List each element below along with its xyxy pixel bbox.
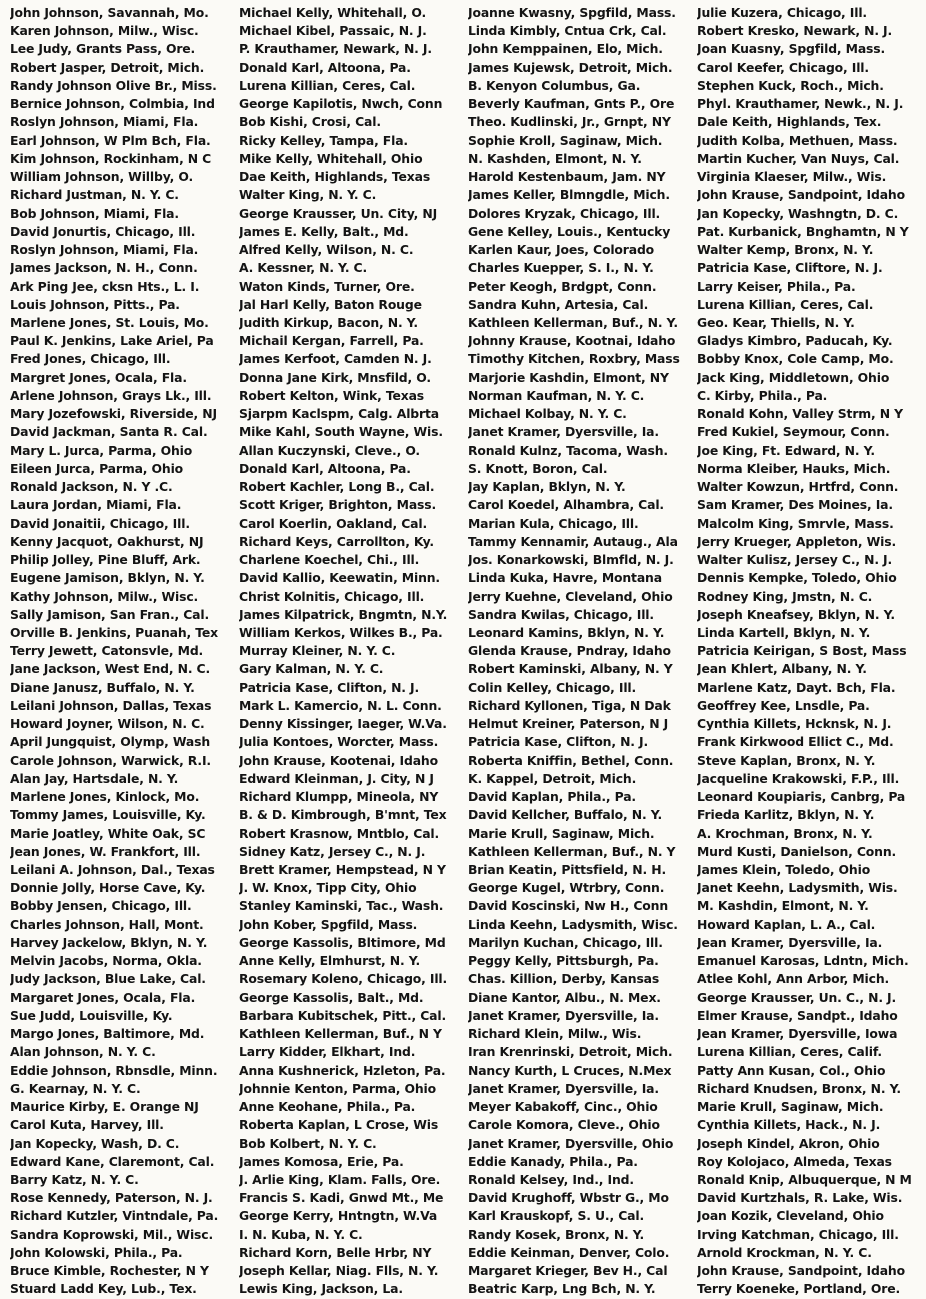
list-item: Kathleen Kellerman, Buf., N. Y bbox=[468, 843, 676, 859]
list-item: Rosemary Koleno, Chicago, Ill. bbox=[239, 971, 448, 987]
list-item: Bob Johnson, Miami, Fla. bbox=[10, 205, 179, 221]
list-item: Emanuel Karosas, Ldntn, Mich. bbox=[697, 953, 909, 969]
list-item: J. W. Knox, Tipp City, Ohio bbox=[239, 880, 417, 896]
list-item: Beverly Kaufman, Gnts P., Ore bbox=[468, 96, 675, 112]
list-item: Jacqueline Krakowski, F.P., Ill. bbox=[697, 770, 900, 786]
list-item: Margaret Krieger, Bev H., Cal bbox=[468, 1263, 668, 1279]
list-item: Earl Johnson, W Plm Bch, Fla. bbox=[10, 132, 211, 148]
list-item: Geoffrey Kee, Lnsdle, Pa. bbox=[697, 697, 870, 713]
list-item: Linda Kartell, Bklyn, N. Y. bbox=[697, 624, 871, 640]
list-item: Mike Kahl, South Wayne, Wis. bbox=[239, 424, 443, 440]
list-item: Nancy Kurth, L Cruces, N.Mex bbox=[468, 1062, 672, 1078]
list-item: Robert Kachler, Long B., Cal. bbox=[239, 479, 435, 495]
list-item: Leonard Kamins, Bklyn, N. Y. bbox=[468, 624, 665, 640]
list-item: Patricia Kase, Clifton, N. J. bbox=[468, 734, 649, 750]
list-item: Marie Krull, Saginaw, Mich. bbox=[697, 1099, 884, 1115]
list-item: Geo. Kear, Thiells, N. Y. bbox=[697, 314, 855, 330]
list-item: Marlene Jones, Kinlock, Mo. bbox=[10, 789, 200, 805]
list-item: Bernice Johnson, Colmbia, Ind bbox=[10, 96, 215, 112]
list-item: Kim Johnson, Rockinham, N C bbox=[10, 150, 212, 166]
list-item: Ronald Kulnz, Tacoma, Wash. bbox=[468, 442, 668, 458]
list-item: Ronald Kelsey, Ind., Ind. bbox=[468, 1172, 634, 1187]
list-item: Carol Kuta, Harvey, Ill. bbox=[10, 1117, 164, 1133]
column-1 bbox=[10, 4, 231, 1299]
list-item: Janet Kramer, Dyersville, Ia. bbox=[468, 1007, 659, 1023]
list-item: Robert Kaminski, Albany, N. Y bbox=[468, 661, 673, 677]
list-item: M. Kashdin, Elmont, N. Y. bbox=[697, 898, 869, 914]
list-item: Norma Kleiber, Hauks, Mich. bbox=[697, 460, 891, 476]
list-item: Robert Kresko, Newark, N. J. bbox=[697, 23, 893, 39]
list-item: Christ Kolnitis, Chicago, Ill. bbox=[239, 588, 425, 604]
list-item: Edward Kane, Claremont, Cal. bbox=[10, 1153, 215, 1169]
list-item: N. Kashden, Elmont, N. Y. bbox=[468, 150, 642, 166]
list-item: Alan Jay, Hartsdale, N. Y. bbox=[10, 770, 179, 786]
list-item: Eddie Kanady, Phila., Pa. bbox=[468, 1153, 638, 1169]
list-item: Jan Kopecky, Washngtn, D. C. bbox=[697, 205, 899, 221]
list-item: S. Knott, Boron, Cal. bbox=[468, 460, 608, 476]
list-item: Joanne Kwasny, Spgfild, Mass. bbox=[468, 5, 676, 20]
list-item: David Kaplan, Phila., Pa. bbox=[468, 789, 636, 805]
list-item: Joseph Kneafsey, Bklyn, N. Y. bbox=[697, 606, 895, 622]
list-item: Howard Joyner, Wilson, N. C. bbox=[10, 716, 205, 732]
list-item: Sandra Kuhn, Artesia, Cal. bbox=[468, 296, 649, 312]
list-item: Mary L. Jurca, Parma, Ohio bbox=[10, 442, 193, 458]
list-item: Leonard Koupiaris, Canbrg, Pa bbox=[697, 789, 906, 805]
list-item: Jean Khlert, Albany, N. Y. bbox=[697, 661, 867, 677]
list-item: Irving Katchman, Chicago, Ill. bbox=[697, 1226, 899, 1242]
list-item: Patty Ann Kusan, Col., Ohio bbox=[697, 1062, 886, 1078]
list-item: Randy Johnson Olive Br., Miss. bbox=[10, 77, 217, 93]
list-item: Margaret Jones, Ocala, Fla. bbox=[10, 989, 196, 1005]
list-item: Jerry Krueger, Appleton, Wis. bbox=[697, 533, 897, 549]
list-item: Gladys Kimbro, Paducah, Ky. bbox=[697, 333, 893, 349]
list-item: A. Kessner, N. Y. C. bbox=[239, 260, 368, 276]
list-item: James E. Kelly, Balt., Md. bbox=[239, 223, 409, 239]
list-item: Marilyn Kuchan, Chicago, Ill. bbox=[468, 934, 663, 950]
list-item: Ricky Kelley, Tampa, Fla. bbox=[239, 132, 408, 148]
list-item: Patricia Kase, Cliftore, N. J. bbox=[697, 260, 883, 276]
list-item: Ronald Kohn, Valley Strm, N Y bbox=[697, 406, 903, 422]
list-item: Linda Kimbly, Cntua Crk, Cal. bbox=[468, 23, 667, 39]
list-item: Joseph Kindel, Akron, Ohio bbox=[697, 1135, 880, 1151]
list-item: Frieda Karlitz, Bklyn, N. Y. bbox=[697, 807, 875, 823]
list-item: Steve Kaplan, Bronx, N. Y. bbox=[697, 752, 876, 768]
list-item: Jean Kramer, Dyersville, Iowa bbox=[697, 1026, 898, 1042]
list-item: Norman Kaufman, N. Y. C. bbox=[468, 387, 645, 403]
list-item: John Kober, Spgfild, Mass. bbox=[239, 916, 418, 932]
list-item: James Komosa, Erie, Pa. bbox=[239, 1153, 404, 1169]
list-item: Sue Judd, Louisville, Ky. bbox=[10, 1007, 173, 1023]
list-item: Mike Kelly, Whitehall, Ohio bbox=[239, 150, 423, 166]
list-item: Philip Jolley, Pine Bluff, Ark. bbox=[10, 552, 201, 568]
list-item: Beatric Karp, Lng Bch, N. Y. bbox=[468, 1281, 656, 1297]
list-item: Carole Johnson, Warwick, R.I. bbox=[10, 752, 211, 768]
list-item: Janet Kramer, Dyersville, Ohio bbox=[468, 1135, 674, 1151]
list-item: Terry Koeneke, Portland, Ore. bbox=[697, 1281, 901, 1297]
list-item: Roberta Kniffin, Bethel, Conn. bbox=[468, 752, 674, 768]
list-item: Kenny Jacquot, Oakhurst, NJ bbox=[10, 533, 204, 549]
list-item: Richard Keys, Carrollton, Ky. bbox=[239, 533, 434, 549]
list-item: Michael Kolbay, N. Y. C. bbox=[468, 406, 627, 422]
list-item: Lurena Killian, Ceres, Calif. bbox=[697, 1044, 882, 1060]
list-item: April Jungquist, Olymp, Wash bbox=[10, 734, 210, 750]
list-item: Jan Kopecky, Wash, D. C. bbox=[10, 1135, 180, 1151]
list-item: Peter Keogh, Brdgpt, Conn. bbox=[468, 278, 657, 294]
list-item: John Krause, Sandpoint, Idaho bbox=[697, 1263, 905, 1279]
list-item: Murray Kleiner, N. Y. C. bbox=[239, 643, 396, 659]
list-item: Diane Kantor, Albu., N. Mex. bbox=[468, 989, 661, 1005]
list-item: Walter Kowzun, Hrtfrd, Conn. bbox=[697, 479, 899, 495]
list-item: Donna Jane Kirk, Mnsfild, O. bbox=[239, 369, 431, 385]
list-item: Atlee Kohl, Ann Arbor, Mich. bbox=[697, 971, 890, 987]
list-item: Tammy Kennamir, Autaug., Ala bbox=[468, 533, 678, 549]
list-item: Sjarpm Kaclspm, Calg. Albrta bbox=[239, 406, 439, 422]
list-item: George Krausser, Un. C., N. J. bbox=[697, 989, 897, 1005]
list-item: Patricia Keirigan, S Bost, Mass bbox=[697, 643, 907, 659]
list-item: Lee Judy, Grants Pass, Ore. bbox=[10, 41, 196, 57]
list-item: Eileen Jurca, Parma, Ohio bbox=[10, 460, 184, 476]
list-item: Robert Krasnow, Mntblo, Cal. bbox=[239, 825, 440, 841]
list-item: B. Kenyon Columbus, Ga. bbox=[468, 77, 641, 93]
list-item: Walter Kemp, Bronx, N. Y. bbox=[697, 242, 874, 258]
list-item: Margo Jones, Baltimore, Md. bbox=[10, 1026, 205, 1042]
list-item: Marjorie Kashdin, Elmont, NY bbox=[468, 369, 669, 385]
list-item: David Jonurtis, Chicago, Ill. bbox=[10, 223, 196, 239]
list-item: Joan Kuasny, Spgfild, Mass. bbox=[697, 41, 886, 57]
list-item: Cynthia Killets, Hcknsk, N. J. bbox=[697, 716, 892, 732]
list-item: P. Krauthamer, Newark, N. J. bbox=[239, 41, 432, 57]
list-item: Tommy James, Louisville, Ky. bbox=[10, 807, 206, 823]
list-item: Jos. Konarkowski, Blmfld, N. J. bbox=[468, 552, 674, 568]
list-item: Brett Kramer, Hempstead, N Y bbox=[239, 862, 446, 878]
list-item: Barry Katz, N. Y. C. bbox=[10, 1172, 139, 1187]
list-item: Jean Jones, W. Frankfort, Ill. bbox=[10, 843, 201, 859]
list-item: David Koscinski, Nw H., Conn bbox=[468, 898, 668, 914]
list-item: Glenda Krause, Pndray, Idaho bbox=[468, 643, 671, 659]
list-item: Marie Krull, Saginaw, Mich. bbox=[468, 825, 655, 841]
list-item: Lurena Killian, Ceres, Cal. bbox=[697, 296, 874, 312]
list-item: Laura Jordan, Miami, Fla. bbox=[10, 497, 182, 513]
list-item: Malcolm King, Smrvle, Mass. bbox=[697, 515, 894, 531]
list-item: Phyl. Krauthamer, Newk., N. J. bbox=[697, 96, 904, 112]
column-3 bbox=[468, 4, 689, 1299]
list-item: Alfred Kelly, Wilson, N. C. bbox=[239, 242, 414, 258]
list-item: James Klein, Toledo, Ohio bbox=[697, 862, 871, 878]
list-item: Linda Keehn, Ladysmith, Wisc. bbox=[468, 916, 678, 932]
list-item: Orville B. Jenkins, Puanah, Tex bbox=[10, 624, 219, 640]
list-item: Virginia Klaeser, Milw., Wis. bbox=[697, 169, 887, 185]
list-item: Kathleen Kellerman, Buf., N. Y. bbox=[468, 314, 678, 330]
list-item: Richard Klumpp, Mineola, NY bbox=[239, 789, 439, 805]
list-item: James Keller, Blmngdle, Mich. bbox=[468, 187, 670, 203]
list-item: Kathy Johnson, Milw., Wisc. bbox=[10, 588, 199, 604]
list-item: Michael Kelly, Whitehall, O. bbox=[239, 5, 427, 20]
list-item: Sally Jamison, San Fran., Cal. bbox=[10, 606, 210, 622]
list-item: Melvin Jacobs, Norma, Okla. bbox=[10, 953, 202, 969]
list-item: Bobby Knox, Cole Camp, Mo. bbox=[697, 351, 894, 367]
list-item: Howard Kaplan, L. A., Cal. bbox=[697, 916, 876, 932]
list-item: Allan Kuczynski, Cleve., O. bbox=[239, 442, 420, 458]
list-item: Lewis King, Jackson, La. bbox=[239, 1281, 403, 1297]
list-item: Anne Keohane, Phila., Pa. bbox=[239, 1099, 416, 1115]
list-item: Edward Kleinman, J. City, N J bbox=[239, 770, 434, 786]
list-item: Carole Komora, Cleve., Ohio bbox=[468, 1117, 660, 1133]
list-item: Anna Kushnerick, Hzleton, Pa. bbox=[239, 1062, 446, 1078]
list-item: Eddie Keinman, Denver, Colo. bbox=[468, 1244, 670, 1260]
list-item: Stanley Kaminski, Tac., Wash. bbox=[239, 898, 444, 914]
list-item: Donald Karl, Altoona, Pa. bbox=[239, 59, 411, 75]
list-item: Anne Kelly, Elmhurst, N. Y. bbox=[239, 953, 421, 969]
list-item: Maurice Kirby, E. Orange NJ bbox=[10, 1099, 199, 1115]
list-item: Jack King, Middletown, Ohio bbox=[697, 369, 890, 385]
list-item: Michail Kergan, Farrell, Pa. bbox=[239, 333, 424, 349]
list-item: George Kassolis, Balt., Md. bbox=[239, 989, 424, 1005]
list-item: Larry Kidder, Elkhart, Ind. bbox=[239, 1044, 416, 1060]
list-item: Jay Kaplan, Bklyn, N. Y. bbox=[468, 479, 626, 495]
list-item: B. & D. Kimbrough, B'mnt, Tex bbox=[239, 807, 447, 823]
list-item: Marlene Jones, St. Louis, Mo. bbox=[10, 314, 209, 330]
list-item: John Kolowski, Phila., Pa. bbox=[10, 1244, 183, 1260]
list-item: Richard Klein, Milw., Wis. bbox=[468, 1026, 642, 1042]
list-item: Joe King, Ft. Edward, N. Y. bbox=[697, 442, 875, 458]
list-item: G. Kearnay, N. Y. C. bbox=[10, 1080, 141, 1096]
list-item: Sandra Koprowski, Mil., Wisc. bbox=[10, 1226, 214, 1242]
list-item: Marie Joatley, White Oak, SC bbox=[10, 825, 206, 841]
list-item: Rose Kennedy, Paterson, N. J. bbox=[10, 1190, 213, 1206]
list-item: Richard Kyllonen, Tiga, N Dak bbox=[468, 697, 671, 713]
list-item: A. Krochman, Bronx, N. Y. bbox=[697, 825, 873, 841]
list-item: Karl Krauskopf, S. U., Cal. bbox=[468, 1208, 645, 1224]
list-item: James Kujewsk, Detroit, Mich. bbox=[468, 59, 673, 75]
list-item: Bob Kolbert, N. Y. C. bbox=[239, 1135, 377, 1151]
list-item: Chas. Killion, Derby, Kansas bbox=[468, 971, 660, 987]
list-item: George Kugel, Wtrbry, Conn. bbox=[468, 880, 665, 896]
list-item: Carol Koerlin, Oakland, Cal. bbox=[239, 515, 428, 531]
list-item: Bob Kishi, Crosi, Cal. bbox=[239, 114, 381, 130]
list-item: Dolores Kryzak, Chicago, Ill. bbox=[468, 205, 661, 221]
list-item: C. Kirby, Phila., Pa. bbox=[697, 387, 828, 403]
list-item: Johnny Krause, Kootnai, Idaho bbox=[468, 333, 676, 349]
list-item: Sam Kramer, Des Moines, Ia. bbox=[697, 497, 893, 513]
list-item: Janet Keehn, Ladysmith, Wis. bbox=[697, 880, 898, 896]
list-item: Eugene Jamison, Bklyn, N. Y. bbox=[10, 570, 205, 586]
list-item: Robert Kelton, Wink, Texas bbox=[239, 387, 425, 403]
list-item: John Krause, Kootenai, Idaho bbox=[239, 752, 438, 768]
list-item: Carol Koedel, Alhambra, Cal. bbox=[468, 497, 664, 513]
list-item: Mark L. Kamercio, N. L. Conn. bbox=[239, 697, 442, 713]
list-item: Joseph Kellar, Niag. Flls, N. Y. bbox=[239, 1263, 439, 1279]
list-item: I. N. Kuba, N. Y. C. bbox=[239, 1226, 363, 1242]
list-item: Sophie Kroll, Saginaw, Mich. bbox=[468, 132, 663, 148]
list-item: David Kellcher, Buffalo, N. Y. bbox=[468, 807, 663, 823]
list-item: Patricia Kase, Clifton, N. J. bbox=[239, 679, 420, 695]
list-item: Julie Kuzera, Chicago, Ill. bbox=[697, 5, 867, 20]
list-item: Terry Jewett, Catonsvle, Md. bbox=[10, 643, 204, 659]
list-item: Sandra Kwilas, Chicago, Ill. bbox=[468, 606, 654, 622]
list-item: Charlene Koechel, Chi., Ill. bbox=[239, 552, 420, 568]
list-item: Michael Kibel, Passaic, N. J. bbox=[239, 23, 427, 39]
list-item: Eddie Johnson, Rbnsdle, Minn. bbox=[10, 1062, 218, 1078]
list-item: Frank Kirkwood Ellict C., Md. bbox=[697, 734, 894, 750]
list-item: Helmut Kreiner, Paterson, N J bbox=[468, 716, 669, 732]
list-item: Johnnie Kenton, Parma, Ohio bbox=[239, 1080, 437, 1096]
list-item: James Kerfoot, Camden N. J. bbox=[239, 351, 432, 367]
list-item: Jerry Kuehne, Cleveland, Ohio bbox=[468, 588, 673, 604]
list-item: Ronald Knip, Albuquerque, N M bbox=[697, 1172, 912, 1187]
list-item: Bruce Kimble, Rochester, N Y bbox=[10, 1263, 209, 1279]
list-item: Bobby Jensen, Chicago, Ill. bbox=[10, 898, 192, 914]
list-item: George Kassolis, Bltimore, Md bbox=[239, 934, 446, 950]
list-item: Julia Kontoes, Worcter, Mass. bbox=[239, 734, 439, 750]
list-item: Arlene Johnson, Grays Lk., Ill. bbox=[10, 387, 212, 403]
list-item: Iran Krenrinski, Detroit, Mich. bbox=[468, 1044, 673, 1060]
list-item: Pat. Kurbanick, Bnghamtn, N Y bbox=[697, 223, 909, 239]
list-item: Janet Kramer, Dyersville, Ia. bbox=[468, 424, 659, 440]
list-item: William Kerkos, Wilkes B., Pa. bbox=[239, 624, 443, 640]
list-item: Jane Jackson, West End, N. C. bbox=[10, 661, 211, 677]
list-item: Harold Kestenbaum, Jam. NY bbox=[468, 169, 666, 185]
list-item: Robert Jasper, Detroit, Mich. bbox=[10, 59, 205, 75]
list-item: Dale Keith, Highlands, Tex. bbox=[697, 114, 882, 130]
list-item: Karlen Kaur, Joes, Colorado bbox=[468, 242, 655, 258]
list-item: Leilani Johnson, Dallas, Texas bbox=[10, 697, 212, 713]
list-item: K. Kappel, Detroit, Mich. bbox=[468, 770, 637, 786]
list-item: Joan Kozik, Cleveland, Ohio bbox=[697, 1208, 884, 1224]
list-item: J. Arlie King, Klam. Falls, Ore. bbox=[239, 1172, 441, 1187]
list-item: Marian Kula, Chicago, Ill. bbox=[468, 515, 639, 531]
list-item: Charles Johnson, Hall, Mont. bbox=[10, 916, 204, 932]
list-item: Margret Jones, Ocala, Fla. bbox=[10, 369, 187, 385]
list-item: Timothy Kitchen, Roxbry, Mass bbox=[468, 351, 680, 367]
list-item: Roy Kolojaco, Almeda, Texas bbox=[697, 1153, 892, 1169]
list-item: Roslyn Johnson, Miami, Fla. bbox=[10, 114, 199, 130]
list-item: Colin Kelley, Chicago, Ill. bbox=[468, 679, 637, 695]
list-item: Cynthia Killets, Hack., N. J. bbox=[697, 1117, 881, 1133]
list-item: David Kallio, Keewatin, Minn. bbox=[239, 570, 440, 586]
list-item: Diane Janusz, Buffalo, N. Y. bbox=[10, 679, 195, 695]
list-item: Gary Kalman, N. Y. C. bbox=[239, 661, 384, 677]
list-item: Walter King, N. Y. C. bbox=[239, 187, 377, 203]
list-item: John Johnson, Savannah, Mo. bbox=[10, 5, 209, 20]
list-item: Fred Jones, Chicago, Ill. bbox=[10, 351, 171, 367]
list-item: Jean Kramer, Dyersville, Ia. bbox=[697, 934, 883, 950]
list-item: Stuard Ladd Key, Lub., Tex. bbox=[10, 1281, 197, 1297]
column-4 bbox=[697, 4, 918, 1299]
list-item: Gene Kelley, Louis., Kentucky bbox=[468, 223, 671, 239]
list-item: Randy Kosek, Bronx, N. Y. bbox=[468, 1226, 645, 1242]
list-item: Larry Keiser, Phila., Pa. bbox=[697, 278, 856, 294]
list-item: Roberta Kaplan, L Crose, Wis bbox=[239, 1117, 439, 1133]
list-item: Jal Harl Kelly, Baton Rouge bbox=[239, 296, 422, 312]
list-item: David Jackman, Santa R. Cal. bbox=[10, 424, 208, 440]
list-item: Arnold Krockman, N. Y. C. bbox=[697, 1244, 872, 1260]
list-item: Roslyn Johnson, Miami, Fla. bbox=[10, 242, 199, 258]
list-item: Ronald Jackson, N. Y .C. bbox=[10, 479, 173, 495]
list-item: Scott Kriger, Brighton, Mass. bbox=[239, 497, 437, 513]
list-item: Alan Johnson, N. Y. C. bbox=[10, 1044, 156, 1060]
list-item: John Krause, Sandpoint, Idaho bbox=[697, 187, 905, 203]
list-item: Rodney King, Jmstn, N. C. bbox=[697, 588, 873, 604]
list-item: Lurena Killian, Ceres, Cal. bbox=[239, 77, 416, 93]
list-item: Dae Keith, Highlands, Texas bbox=[239, 169, 431, 185]
list-item: Fred Kukiel, Seymour, Conn. bbox=[697, 424, 890, 440]
list-item: David Kurtzhals, R. Lake, Wis. bbox=[697, 1190, 903, 1206]
list-item: Marlene Katz, Dayt. Bch, Fla. bbox=[697, 679, 896, 695]
list-item: Karen Johnson, Milw., Wisc. bbox=[10, 23, 199, 39]
list-item: Linda Kuka, Havre, Montana bbox=[468, 570, 662, 586]
list-item: Judith Kirkup, Bacon, N. Y. bbox=[239, 314, 418, 330]
list-item: Leilani A. Johnson, Dal., Texas bbox=[10, 862, 215, 878]
list-item: John Kemppainen, Elo, Mich. bbox=[468, 41, 663, 57]
list-item: Murd Kusti, Danielson, Conn. bbox=[697, 843, 897, 859]
list-item: Paul K. Jenkins, Lake Ariel, Pa bbox=[10, 333, 214, 349]
list-item: Richard Justman, N. Y. C. bbox=[10, 187, 179, 203]
list-item: Louis Johnson, Pitts., Pa. bbox=[10, 296, 180, 312]
list-item: George Krausser, Un. City, NJ bbox=[239, 205, 438, 221]
list-item: Mary Jozefowski, Riverside, NJ bbox=[10, 406, 217, 422]
list-item: James Kilpatrick, Bngmtn, N.Y. bbox=[239, 606, 448, 622]
list-item: Peggy Kelly, Pittsburgh, Pa. bbox=[468, 953, 659, 969]
list-item: Richard Korn, Belle Hrbr, NY bbox=[239, 1244, 432, 1260]
list-item: Stephen Kuck, Roch., Mich. bbox=[697, 77, 884, 93]
list-item: Janet Kramer, Dyersville, Ia. bbox=[468, 1080, 659, 1096]
column-2 bbox=[239, 4, 460, 1299]
list-item: Dennis Kempke, Toledo, Ohio bbox=[697, 570, 897, 586]
list-item: James Jackson, N. H., Conn. bbox=[10, 260, 198, 276]
list-item: Elmer Krause, Sandpt., Idaho bbox=[697, 1007, 898, 1023]
list-item: Harvey Jackelow, Bklyn, N. Y. bbox=[10, 934, 208, 950]
list-item: Martin Kucher, Van Nuys, Cal. bbox=[697, 150, 900, 166]
list-item: David Jonaitii, Chicago, Ill. bbox=[10, 515, 190, 531]
list-item: William Johnson, Willby, O. bbox=[10, 169, 194, 185]
list-item: Meyer Kabakoff, Cinc., Ohio bbox=[468, 1099, 658, 1115]
list-item: Judy Jackson, Blue Lake, Cal. bbox=[10, 971, 206, 987]
list-item: Barbara Kubitschek, Pitt., Cal. bbox=[239, 1007, 447, 1023]
list-item: Richard Kutzler, Vintndale, Pa. bbox=[10, 1208, 219, 1224]
list-item: Charles Kuepper, S. I., N. Y. bbox=[468, 260, 654, 276]
list-item: Richard Knudsen, Bronx, N. Y. bbox=[697, 1080, 901, 1096]
list-item: David Krughoff, Wbstr G., Mo bbox=[468, 1190, 669, 1206]
list-item: Ark Ping Jee, cksn Hts., L. I. bbox=[10, 278, 200, 294]
list-item: Kathleen Kellerman, Buf., N Y bbox=[239, 1026, 442, 1042]
list-item: George Kerry, Hntngtn, W.Va bbox=[239, 1208, 438, 1224]
list-item: Denny Kissinger, Iaeger, W.Va. bbox=[239, 716, 447, 732]
list-item: Donnie Jolly, Horse Cave, Ky. bbox=[10, 880, 206, 896]
list-item: Francis S. Kadi, Gnwd Mt., Me bbox=[239, 1190, 444, 1206]
list-item: Brian Keatin, Pittsfield, N. H. bbox=[468, 862, 667, 878]
list-item: Walter Kulisz, Jersey C., N. J. bbox=[697, 552, 893, 568]
list-item: George Kapilotis, Nwch, Conn bbox=[239, 96, 443, 112]
list-item: Sidney Katz, Jersey C., N. J. bbox=[239, 843, 426, 859]
list-item: Theo. Kudlinski, Jr., Grnpt, NY bbox=[468, 114, 671, 130]
list-item: Donald Karl, Altoona, Pa. bbox=[239, 460, 411, 476]
list-item: Waton Kinds, Turner, Ore. bbox=[239, 278, 415, 294]
list-item: Carol Keefer, Chicago, Ill. bbox=[697, 59, 869, 75]
list-item: Judith Kolba, Methuen, Mass. bbox=[697, 132, 898, 148]
